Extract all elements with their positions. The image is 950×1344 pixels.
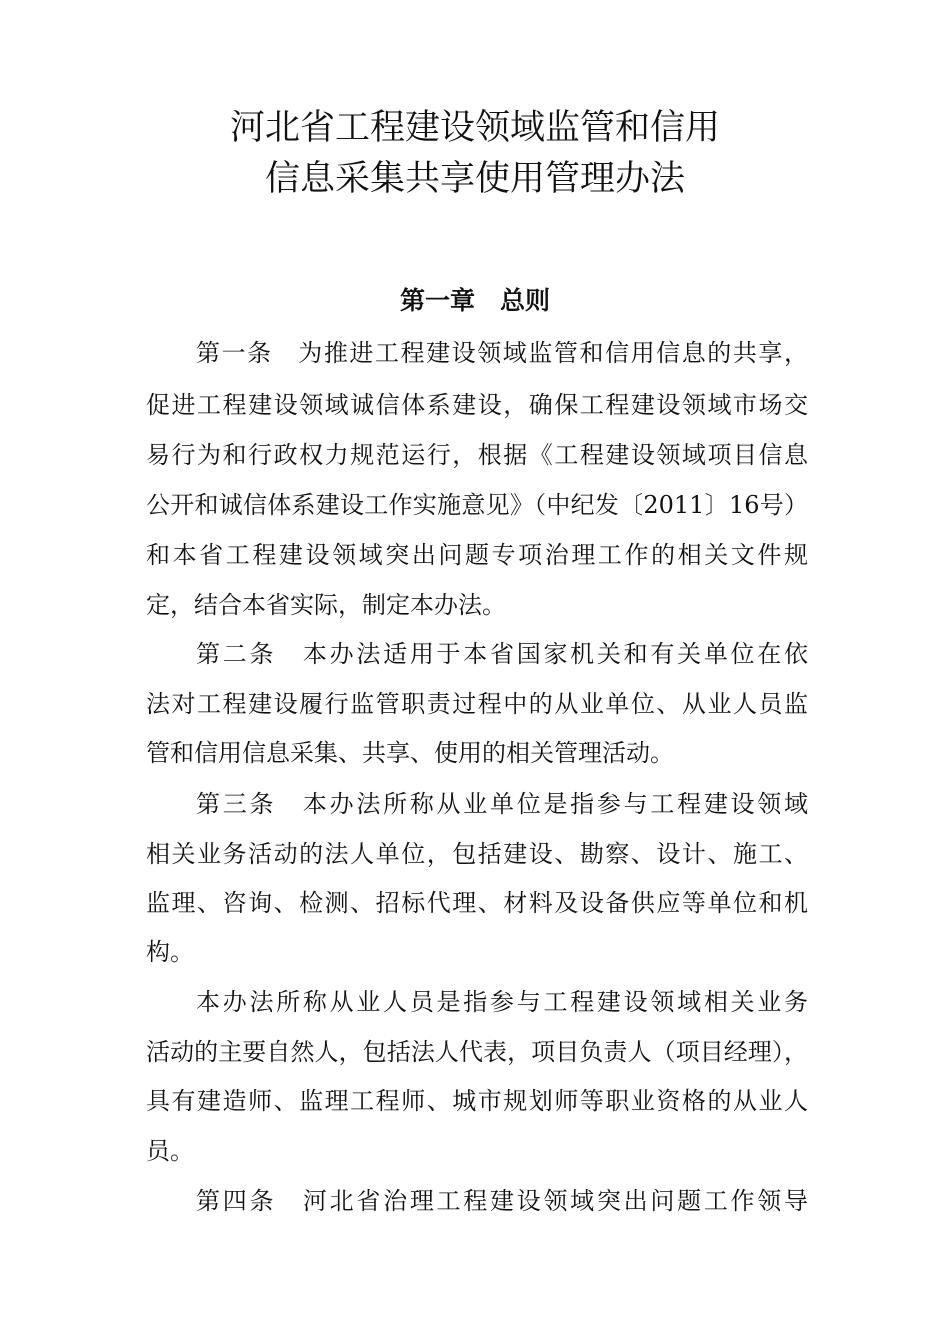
paragraph-line: 员。: [146, 1137, 194, 1165]
paragraph-line: 法对工程建设履行监管职责过程中的从业单位、从业人员监: [146, 690, 808, 718]
paragraph-line: 相关业务活动的法人单位，包括建设、勘察、设计、施工、: [146, 840, 808, 868]
paragraph-line: 公开和诚信体系建设工作实施意见》（中纪发〔2011〕16号）: [146, 491, 808, 519]
paragraph-line: 第三条 本办法所称从业单位是指参与工程建设领域: [196, 790, 808, 818]
paragraph-line: 本办法所称从业人员是指参与工程建设领域相关业务: [196, 988, 808, 1016]
chapter-heading: 第一章 总则: [399, 286, 550, 315]
paragraph-line: 和本省工程建设领域突出问题专项治理工作的相关文件规: [146, 541, 808, 569]
paragraph-line: 管和信用信息采集、共享、使用的相关管理活动。: [146, 739, 674, 767]
paragraph-line: 构。: [146, 938, 194, 966]
paragraph-line: 第一条 为推进工程建设领域监管和信用信息的共享，: [196, 339, 808, 367]
paragraph-line: 促进工程建设领域诚信体系建设，确保工程建设领域市场交: [146, 391, 808, 419]
paragraph-line: 具有建造师、监理工程师、城市规划师等职业资格的从业人: [146, 1087, 808, 1115]
paragraph-line: 第四条 河北省治理工程建设领域突出问题工作领导: [196, 1187, 808, 1215]
paragraph-line: 活动的主要自然人，包括法人代表，项目负责人（项目经理），: [146, 1038, 808, 1066]
document-title-line-2: 信息采集共享使用管理办法: [264, 159, 685, 199]
document-title-line-1: 河北省工程建设领域监管和信用: [229, 108, 720, 148]
paragraph-line: 第二条 本办法适用于本省国家机关和有关单位在依: [196, 640, 808, 668]
paragraph-line: 易行为和行政权力规范运行，根据《工程建设领域项目信息: [146, 441, 808, 469]
paragraph-line: 监理、咨询、检测、招标代理、材料及设备供应等单位和机: [146, 889, 808, 917]
paragraph-line: 定，结合本省实际，制定本办法。: [146, 591, 506, 619]
